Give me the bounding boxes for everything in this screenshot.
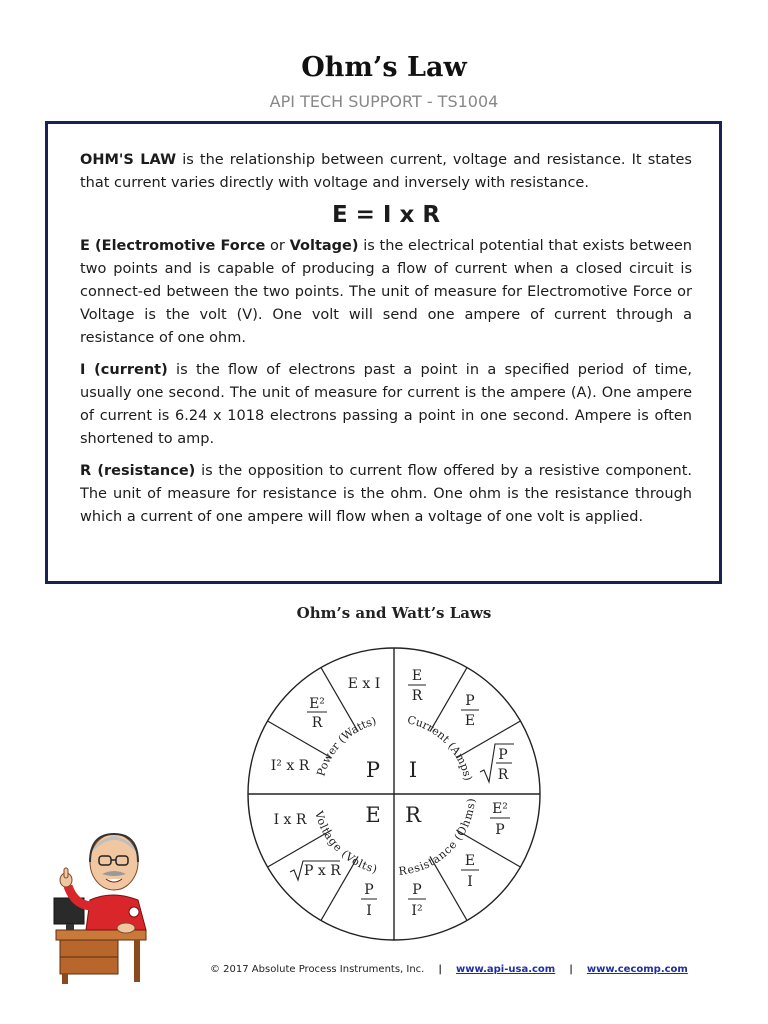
voltage-text: is the electrical potential that exists between two points and is capable of producing a flow of current when a closed circuit is connect-ed between the two points. The unit of measure for Electromotive Force or Voltage is the volt (V). One volt will send one ampere of current through a resistance of one ohm. (80, 238, 692, 346)
formula-i-times-r: I x R (273, 812, 307, 828)
svg-text:R: R (497, 767, 509, 783)
current-term: I (current) (80, 362, 168, 378)
definition-box (45, 121, 722, 584)
formula-e-over-i (461, 853, 479, 890)
formula-sqrt-p-times-r (290, 861, 341, 880)
svg-text:P: P (495, 822, 505, 838)
svg-text:E: E (411, 668, 423, 684)
formula-e2-over-p (490, 801, 510, 838)
resistance-paragraph (80, 460, 692, 529)
voltage-term-b: Voltage) (289, 238, 359, 254)
ohms-watts-wheel (218, 598, 560, 950)
formula-p-over-e (461, 693, 479, 729)
voltage-arc-label: Voltage (Volts) (312, 809, 379, 876)
page-title: Ohm’s Law (301, 52, 467, 83)
center-e: E (365, 803, 381, 827)
footer-separator-2: | (569, 964, 573, 975)
definition-content (80, 149, 692, 529)
formula-p-over-i (361, 882, 377, 919)
mascot-cartoon (44, 826, 164, 988)
current-paragraph (80, 359, 692, 451)
resistance-arc-label: Resistance (Ohms) (397, 797, 478, 878)
svg-text:E²: E² (309, 696, 325, 712)
current-arc-label: Current (Amps) (406, 713, 475, 782)
voltage-or: or (265, 238, 290, 254)
intro-paragraph (80, 149, 692, 195)
cecomp-link[interactable]: www.cecomp.com (586, 964, 688, 975)
voltage-term-a: E (Electromotive Force (80, 238, 266, 254)
wheel-title: Ohm’s and Watt’s Laws (296, 604, 492, 622)
page-subtitle: API TECH SUPPORT - TS1004 (269, 92, 499, 111)
svg-text:I²: I² (411, 903, 423, 919)
current-text: is the flow of electrons past a point in a specified period of time, usually one second. The unit of measure for current is the ampere (A). One ampere of current is 6.24 x 1018 electrons passing a point in one second. Ampere is often shortened to amp. (80, 362, 692, 447)
resistance-term: R (resistance) (80, 463, 196, 479)
copyright-text: © 2017 Absolute Process Instruments, Inc. (210, 964, 425, 975)
svg-text:P: P (465, 693, 475, 709)
svg-text:P: P (364, 882, 374, 898)
intro-term: OHM'S LAW (80, 152, 177, 168)
svg-text:E²: E² (492, 801, 508, 817)
ohms-law-formula: E = I x R (331, 202, 441, 228)
formula-sqrt-p-over-r (480, 744, 514, 783)
svg-text:P: P (412, 882, 422, 898)
center-p: P (365, 758, 381, 782)
center-r: R (405, 803, 421, 827)
footer-separator-1: | (438, 964, 443, 975)
svg-text:I: I (366, 903, 372, 919)
svg-text:P: P (498, 747, 508, 763)
formula-e2-over-r (307, 696, 327, 731)
voltage-paragraph (80, 235, 692, 350)
svg-text:E: E (464, 853, 476, 869)
formula-p-over-i2 (408, 882, 426, 919)
intro-text: is the relationship between current, voltage and resistance. It states that current varies directly with voltage and inversely with resistance. (80, 152, 692, 191)
svg-text:R: R (411, 688, 423, 704)
api-usa-link[interactable]: www.api-usa.com (456, 964, 556, 975)
resistance-text: is the opposition to current flow offered by a resistive component. The unit of measure for resistance is the ohm. One ohm is the resistance through which a current of one ampere will flow when a voltage of one volt is applied. (80, 463, 693, 525)
formula-e-over-r (408, 668, 426, 704)
svg-text:I: I (467, 874, 473, 890)
svg-text:P x R: P x R (304, 863, 341, 879)
power-arc-label: Power (Watts) (314, 714, 378, 778)
svg-text:E: E (464, 713, 476, 729)
formula-e-times-i: E x I (347, 676, 381, 692)
center-i: I (408, 758, 418, 782)
footer (210, 964, 688, 975)
formula-i2-times-r: I² x R (270, 758, 310, 774)
svg-text:R: R (311, 715, 323, 731)
